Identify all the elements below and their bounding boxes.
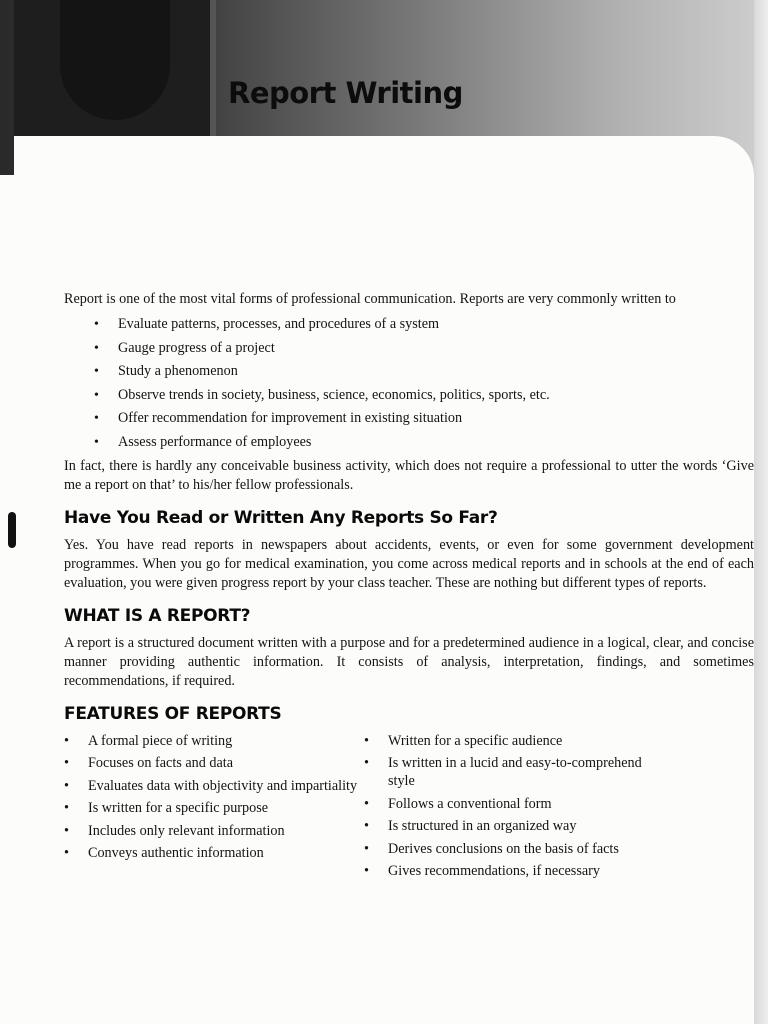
page-edge (754, 0, 768, 1024)
chapter-number-graphic (60, 0, 170, 120)
list-item: • Study a phenomenon (94, 362, 754, 381)
list-item: • Conveys authentic information (64, 844, 364, 862)
list-item: • Is written for a specific purpose (64, 799, 364, 817)
list-item: • Observe trends in society, business, science, economics, politics, sports, etc. (94, 386, 754, 405)
binding-mark (8, 512, 16, 548)
list-item: • Includes only relevant information (64, 822, 364, 840)
page-content (64, 290, 754, 885)
list-item: • Gives recommendations, if necessary (364, 862, 664, 880)
list-item: • Is written in a lucid and easy-to-comprehend style (364, 754, 664, 790)
section-read-paragraph: Yes. You have read reports in newspapers about accidents, events, or even for some government development programmes. When you go for medical examination, you come across medical reports and in schools at the end of each evaluation, you were given progress report by your class teacher. These are nothing but different types of reports. (64, 536, 754, 591)
list-item: • Is structured in an organized way (364, 817, 664, 835)
chapter-title: Report Writing (228, 76, 463, 110)
features-columns (64, 732, 754, 885)
section-heading-features: FEATURES OF REPORTS (64, 703, 282, 724)
list-item: • Assess performance of employees (94, 433, 754, 452)
list-item: • Evaluate patterns, processes, and procedures of a system (94, 315, 754, 334)
section-heading-read: Have You Read or Written Any Reports So Far? (64, 507, 498, 528)
section-what-paragraph: A report is a structured document written with a purpose and for a predetermined audience in a logical, clear, and concise manner providing authentic information. It consists of analysis, interpretation, findings, and sometimes recommendations, if required. (64, 634, 754, 689)
list-item: • Derives conclusions on the basis of facts (364, 840, 664, 858)
intro-closing-paragraph: In fact, there is hardly any conceivable business activity, which does not require a professional to utter the words ‘Give me a report on that’ to his/her fellow professionals. (64, 457, 754, 493)
features-right-list (364, 732, 664, 885)
list-item: • Offer recommendation for improvement in existing situation (94, 409, 754, 428)
header-divider (210, 0, 216, 136)
list-item: • Written for a specific audience (364, 732, 664, 750)
list-item: • A formal piece of writing (64, 732, 364, 750)
section-heading-what: WHAT IS A REPORT? (64, 605, 251, 626)
list-item: • Focuses on facts and data (64, 754, 364, 772)
features-left-list (64, 732, 364, 885)
intro-paragraph: Report is one of the most vital forms of professional communication. Reports are very commonly written to (64, 291, 676, 307)
intro-bullet-list (64, 315, 754, 452)
list-item: • Follows a conventional form (364, 795, 664, 813)
list-item: • Gauge progress of a project (94, 339, 754, 358)
list-item: • Evaluates data with objectivity and impartiality (64, 777, 364, 795)
